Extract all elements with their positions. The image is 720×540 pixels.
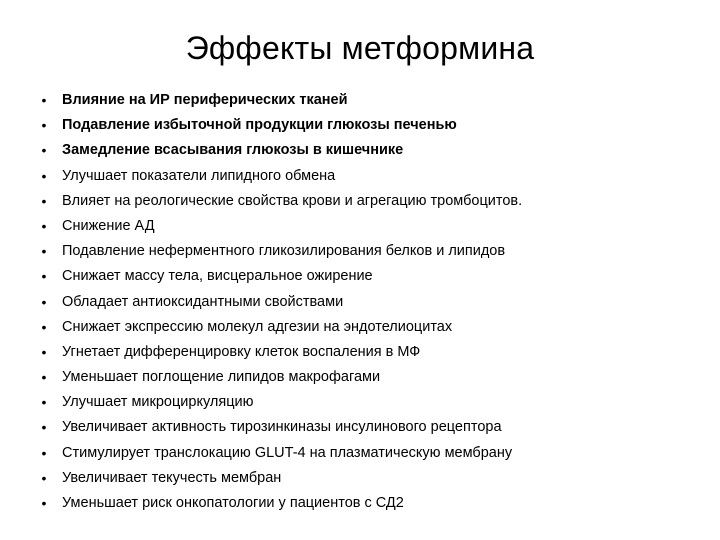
- bullet-icon: •: [41, 142, 47, 159]
- list-item-text: Снижает массу тела, висцеральное ожирение: [62, 268, 373, 285]
- list-item: [38, 113, 698, 138]
- list-item: [38, 491, 698, 516]
- bullet-icon: •: [41, 495, 47, 511]
- bullet-icon: •: [41, 394, 47, 411]
- list-item-text: Увеличивает активность тирозинкиназы инсулинового рецептора: [62, 419, 502, 436]
- bullet-icon: •: [41, 444, 47, 461]
- bullet-icon: •: [41, 469, 47, 486]
- list-item: [38, 365, 698, 390]
- list-item-text: Снижение АД: [62, 217, 155, 234]
- list-item-text: Уменьшает поглощение липидов макрофагами: [62, 369, 381, 386]
- list-item: [38, 88, 698, 113]
- bullet-icon: •: [41, 217, 47, 234]
- list-item-text: Улучшает показатели липидного обмена: [62, 167, 336, 184]
- list-item: [38, 214, 698, 239]
- list-item: [38, 415, 698, 440]
- bullet-icon: •: [41, 343, 47, 360]
- bullet-icon: •: [41, 92, 47, 108]
- list-item: [38, 441, 698, 466]
- list-item: [38, 138, 698, 163]
- list-item-text: Влияет на реологические свойства крови и агрегацию тромбоцитов.: [62, 192, 523, 209]
- bullet-icon: •: [41, 243, 47, 260]
- list-item: [38, 290, 698, 315]
- list-item: [38, 466, 698, 491]
- list-item: [38, 189, 698, 214]
- list-item-text: Увеличивает текучесть мембран: [62, 469, 282, 486]
- bullet-icon: •: [41, 419, 47, 436]
- list-item: [38, 315, 698, 340]
- slide-title: Эффекты метформина: [185, 30, 535, 66]
- list-item-text: Угнетает дифференцировку клеток воспаления в МФ: [62, 343, 421, 360]
- list-item-text: Уменьшает риск онкопатологии у пациентов с СД2: [62, 495, 404, 511]
- list-item-text: Улучшает микроциркуляцию: [62, 394, 254, 411]
- list-item-text: Подавление неферментного гликозилирования белков и липидов: [62, 243, 506, 260]
- bullet-icon: •: [41, 167, 47, 184]
- list-item-text: Стимулирует транслокацию GLUT-4 на плазматическую мембрану: [62, 444, 513, 461]
- bullet-list: [38, 88, 698, 516]
- bullet-icon: •: [41, 318, 47, 335]
- bullet-icon: •: [41, 268, 47, 285]
- list-item: [38, 239, 698, 264]
- bullet-icon: •: [41, 293, 47, 310]
- list-item: [38, 390, 698, 415]
- list-item: [38, 340, 698, 365]
- list-item-text: Подавление избыточной продукции глюкозы печенью: [62, 117, 457, 134]
- list-item-text: Влияние на ИР периферических тканей: [62, 92, 348, 108]
- bullet-icon: •: [41, 117, 47, 134]
- list-item-text: Обладает антиоксидантными свойствами: [62, 293, 344, 310]
- list-item-text: Замедление всасывания глюкозы в кишечнике: [62, 142, 404, 159]
- list-item: [38, 164, 698, 189]
- bullet-icon: •: [41, 369, 47, 386]
- bullet-icon: •: [41, 192, 47, 209]
- list-item: [38, 264, 698, 289]
- list-item-text: Снижает экспрессию молекул адгезии на эндотелиоцитах: [62, 318, 453, 335]
